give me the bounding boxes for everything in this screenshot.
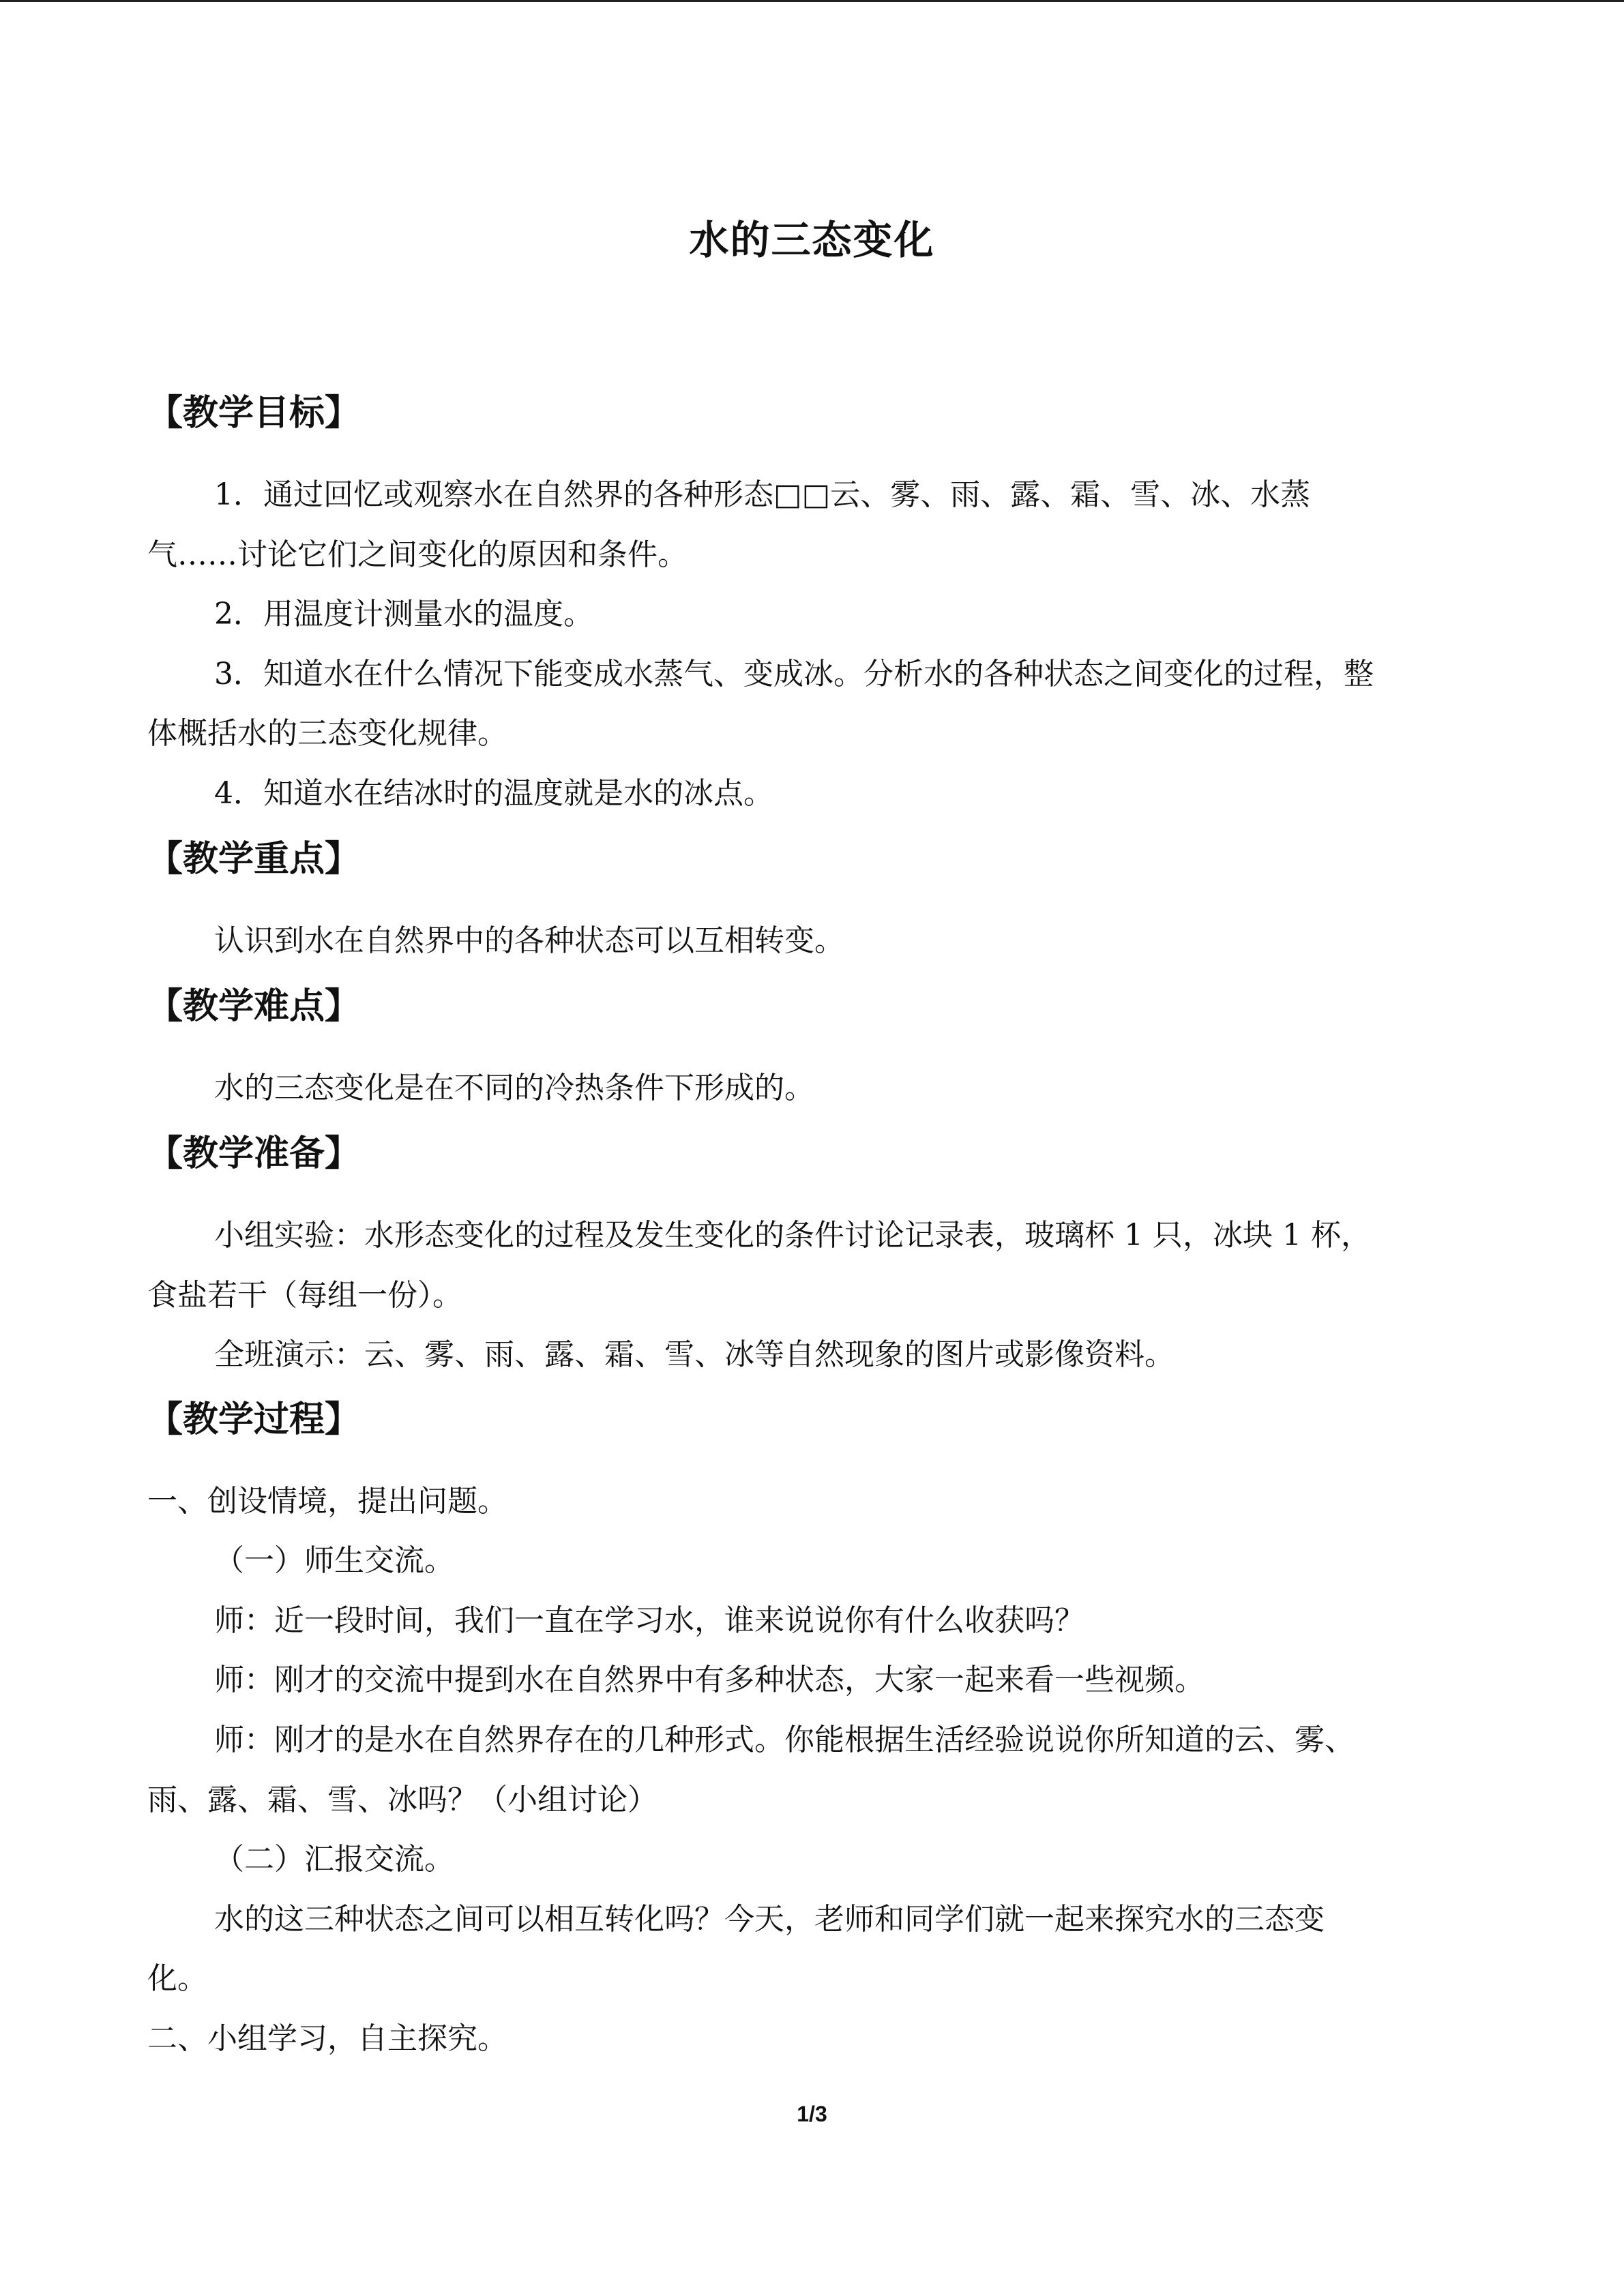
- objectives-heading: 【教学目标】: [147, 393, 361, 434]
- objective-line: 1．通过回忆或观察水在自然界的各种形态□□云、雾、雨、露、霜、雪、冰、水蒸: [214, 477, 1311, 512]
- process-heading: 【教学过程】: [147, 1399, 361, 1440]
- difficulty-text: 水的三态变化是在不同的冷热条件下形成的。: [214, 1071, 814, 1105]
- page-number: 1/3: [797, 2102, 827, 2126]
- process-line: （二）汇报交流。: [214, 1842, 454, 1877]
- process-line: 二、小组学习，自主探究。: [147, 2021, 507, 2056]
- process-line: 师：近一段时间，我们一直在学习水，谁来说说你有什么收获吗？: [214, 1603, 1084, 1638]
- top-border-line: [0, 0, 1624, 2]
- process-line: 雨、露、霜、雪、冰吗？（小组讨论）: [147, 1783, 658, 1817]
- objective-line: 3．知道水在什么情况下能变成水蒸气、变成冰。分析水的各种状态之间变化的过程，整: [214, 657, 1374, 691]
- process-line: 水的这三种状态之间可以相互转化吗？今天，老师和同学们就一起来探究水的三态变: [214, 1902, 1325, 1937]
- objective-line: 气……讨论它们之间变化的原因和条件。: [147, 537, 688, 572]
- process-line: 师：刚才的交流中提到水在自然界中有多种状态，大家一起来看一些视频。: [214, 1663, 1205, 1697]
- key-point-text: 认识到水在自然界中的各种状态可以互相转变。: [214, 923, 844, 958]
- objective-line: 2．用温度计测量水的温度。: [214, 597, 593, 631]
- preparation-line: 食盐若干（每组一份）。: [147, 1278, 462, 1313]
- preparation-line: 小组实验：水形态变化的过程及发生变化的条件讨论记录表，玻璃杯 1 只，冰块 1 杯，: [214, 1218, 1371, 1253]
- process-line: 师：刚才的是水在自然界存在的几种形式。你能根据生活经验说说你所知道的云、雾、: [214, 1723, 1355, 1757]
- preparation-heading: 【教学准备】: [147, 1133, 361, 1174]
- process-line: 化。: [147, 1961, 207, 1996]
- objective-line: 4．知道水在结冰时的温度就是水的冰点。: [214, 776, 773, 811]
- preparation-line: 全班演示：云、雾、雨、露、霜、雪、冰等自然现象的图片或影像资料。: [214, 1337, 1175, 1372]
- difficulty-heading: 【教学难点】: [147, 986, 361, 1027]
- document-title: 水的三态变化: [689, 217, 935, 263]
- process-line: （一）师生交流。: [214, 1543, 454, 1578]
- process-line: 一、创设情境，提出问题。: [147, 1484, 507, 1519]
- objective-line: 体概括水的三态变化规律。: [147, 716, 507, 751]
- key-point-heading: 【教学重点】: [147, 839, 361, 880]
